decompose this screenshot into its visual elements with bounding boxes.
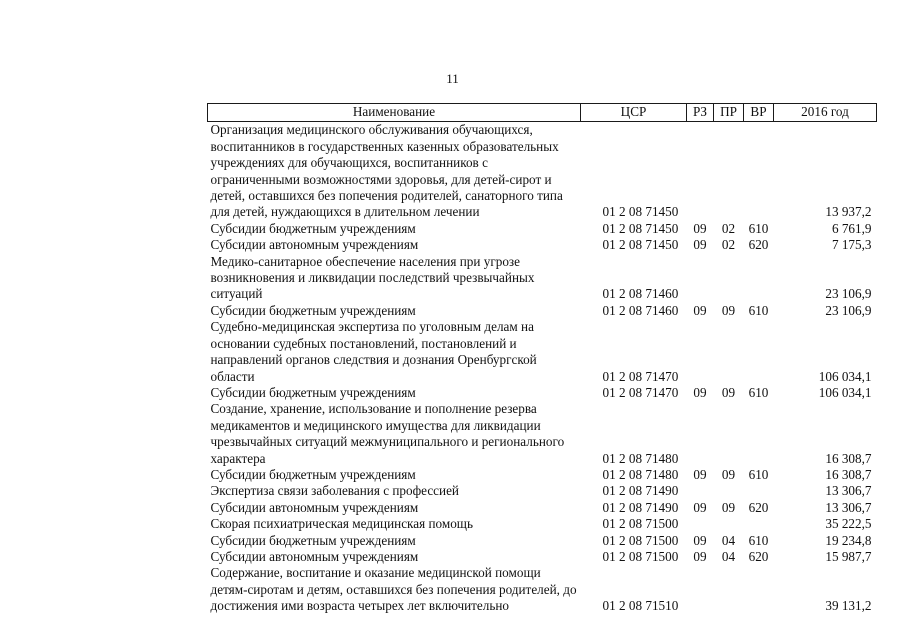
cell-amount: 6 761,9 — [831, 220, 872, 236]
cell-vr — [744, 254, 774, 303]
cell-vr — [744, 483, 774, 499]
cell-rz: 09 — [693, 220, 707, 236]
cell-amount: 16 308,7 — [825, 466, 872, 482]
cell-name: Создание, хранение, использование и пополнение резерва медикаментов и медицинского имущества для ликвидации чрезвычайных ситуаций межмуниципального и регионального характера — [210, 401, 565, 466]
cell-name: Субсидии бюджетным учреждениям — [210, 302, 416, 318]
cell-csr: 01 2 08 71450 — [602, 204, 679, 220]
cell-pr: 09 — [721, 499, 736, 515]
table-row — [208, 385, 877, 401]
cell-rz — [687, 483, 714, 499]
cell-pr — [714, 401, 744, 467]
cell-pr — [714, 516, 744, 532]
cell-name: Субсидии бюджетным учреждениям — [210, 220, 416, 236]
cell-pr — [714, 565, 744, 614]
cell-name: Экспертиза связи заболевания с профессией — [210, 483, 459, 499]
cell-vr — [744, 516, 774, 532]
header-vr: ВР — [744, 104, 774, 122]
cell-pr: 02 — [721, 237, 736, 253]
cell-amount: 16 308,7 — [825, 450, 872, 466]
cell-name: Содержание, воспитание и оказание медицинской помощи детям-сиротам и детям, оставшихся без попечения родителей, до достижения ими возраста четырех лет включительно — [210, 565, 577, 614]
cell-pr: 09 — [721, 384, 736, 400]
budget-table — [207, 103, 877, 615]
cell-vr: 620 — [748, 548, 769, 564]
table-row — [208, 237, 877, 253]
cell-vr — [744, 401, 774, 467]
cell-amount: 19 234,8 — [825, 532, 872, 548]
header-csr: ЦСР — [581, 104, 687, 122]
cell-name: Субсидии автономным учреждениям — [210, 499, 419, 515]
cell-csr: 01 2 08 71480 — [602, 450, 679, 466]
cell-vr: 610 — [748, 302, 769, 318]
cell-rz: 09 — [693, 548, 707, 564]
table-row — [208, 319, 877, 385]
cell-csr: 01 2 08 71470 — [602, 368, 679, 384]
cell-pr: 02 — [721, 220, 736, 236]
cell-name: Субсидии автономным учреждениям — [210, 548, 419, 564]
cell-csr: 01 2 08 71450 — [602, 220, 679, 236]
cell-rz: 09 — [693, 466, 707, 482]
table-row — [208, 467, 877, 483]
cell-name: Субсидии бюджетным учреждениям — [210, 384, 416, 400]
cell-pr: 04 — [721, 532, 736, 548]
cell-amount: 106 034,1 — [818, 384, 872, 400]
cell-name: Скорая психиатрическая медицинская помощь — [210, 516, 473, 532]
table-row — [208, 401, 877, 467]
header-year: 2016 год — [774, 104, 877, 122]
cell-amount: 106 034,1 — [818, 368, 872, 384]
cell-csr: 01 2 08 71470 — [602, 384, 679, 400]
cell-vr: 620 — [748, 499, 769, 515]
cell-amount: 13 306,7 — [825, 483, 872, 499]
cell-vr: 610 — [748, 384, 769, 400]
cell-vr: 610 — [748, 220, 769, 236]
cell-csr: 01 2 08 71460 — [602, 286, 679, 302]
table-row — [208, 254, 877, 303]
cell-name: Медико-санитарное обеспечение населения при угрозе возникновения и ликвидации последствий чрезвычайных ситуаций — [210, 253, 535, 302]
cell-csr: 01 2 08 71500 — [602, 532, 679, 548]
table-row — [208, 549, 877, 565]
table-row — [208, 483, 877, 499]
cell-pr — [714, 483, 744, 499]
table-row — [208, 500, 877, 516]
cell-rz — [687, 565, 714, 614]
cell-rz — [687, 401, 714, 467]
cell-amount: 15 987,7 — [825, 548, 872, 564]
cell-name: Субсидии бюджетным учреждениям — [210, 532, 416, 548]
table-row — [208, 565, 877, 614]
cell-name: Организация медицинского обслуживания обучающихся, воспитанников в государственных казенных образовательных учреждениях для обучающихся, воспитанников с ограниченными возможностями здоровья, для детей-сирот и детей, оставшихся без попечения родителей, санаторного типа для детей, нуждающихся в длительном лечении — [210, 122, 563, 220]
page-number: 11 — [446, 71, 459, 86]
cell-csr: 01 2 08 71460 — [602, 302, 679, 318]
cell-amount: 39 131,2 — [825, 598, 872, 614]
cell-rz: 09 — [693, 237, 707, 253]
cell-amount: 35 222,5 — [825, 516, 872, 532]
cell-rz: 09 — [693, 384, 707, 400]
cell-pr: 09 — [721, 302, 736, 318]
cell-rz: 09 — [693, 302, 707, 318]
cell-amount: 13 306,7 — [825, 499, 872, 515]
cell-rz: 09 — [693, 499, 707, 515]
table-row — [208, 221, 877, 237]
cell-vr: 620 — [748, 237, 769, 253]
cell-csr: 01 2 08 71500 — [602, 548, 679, 564]
cell-rz — [687, 254, 714, 303]
cell-rz — [687, 319, 714, 385]
cell-csr: 01 2 08 71480 — [602, 466, 679, 482]
cell-pr: 09 — [721, 466, 736, 482]
header-rz: РЗ — [687, 104, 714, 122]
cell-vr: 610 — [748, 466, 769, 482]
cell-vr: 610 — [748, 532, 769, 548]
cell-csr: 01 2 08 71450 — [602, 237, 679, 253]
cell-rz: 09 — [693, 532, 707, 548]
header-pr: ПР — [714, 104, 744, 122]
cell-csr: 01 2 08 71490 — [602, 499, 679, 515]
cell-rz — [687, 516, 714, 532]
cell-name: Субсидии бюджетным учреждениям — [210, 466, 416, 482]
cell-amount: 23 106,9 — [825, 302, 872, 318]
cell-vr — [744, 122, 774, 221]
cell-csr: 01 2 08 71510 — [602, 598, 679, 614]
cell-rz — [687, 122, 714, 221]
cell-vr — [744, 319, 774, 385]
cell-amount: 13 937,2 — [825, 204, 872, 220]
table-row — [208, 303, 877, 319]
cell-name: Субсидии автономным учреждениям — [210, 237, 419, 253]
cell-pr — [714, 122, 744, 221]
cell-pr: 04 — [721, 548, 736, 564]
table-header-row — [208, 104, 877, 122]
header-name: Наименование — [208, 104, 581, 122]
table-body — [208, 122, 877, 615]
table-row — [208, 516, 877, 532]
cell-name: Судебно-медицинская экспертиза по уголовным делам на основании судебных постановлений, постановлений и направлений органов следствия и дознания Оренбургской области — [210, 319, 537, 384]
cell-vr — [744, 565, 774, 614]
table-row — [208, 533, 877, 549]
cell-csr: 01 2 08 71500 — [602, 516, 679, 532]
cell-pr — [714, 254, 744, 303]
cell-pr — [714, 319, 744, 385]
cell-csr: 01 2 08 71490 — [602, 483, 679, 499]
cell-amount: 7 175,3 — [831, 237, 872, 253]
cell-amount: 23 106,9 — [825, 286, 872, 302]
table-row — [208, 122, 877, 221]
